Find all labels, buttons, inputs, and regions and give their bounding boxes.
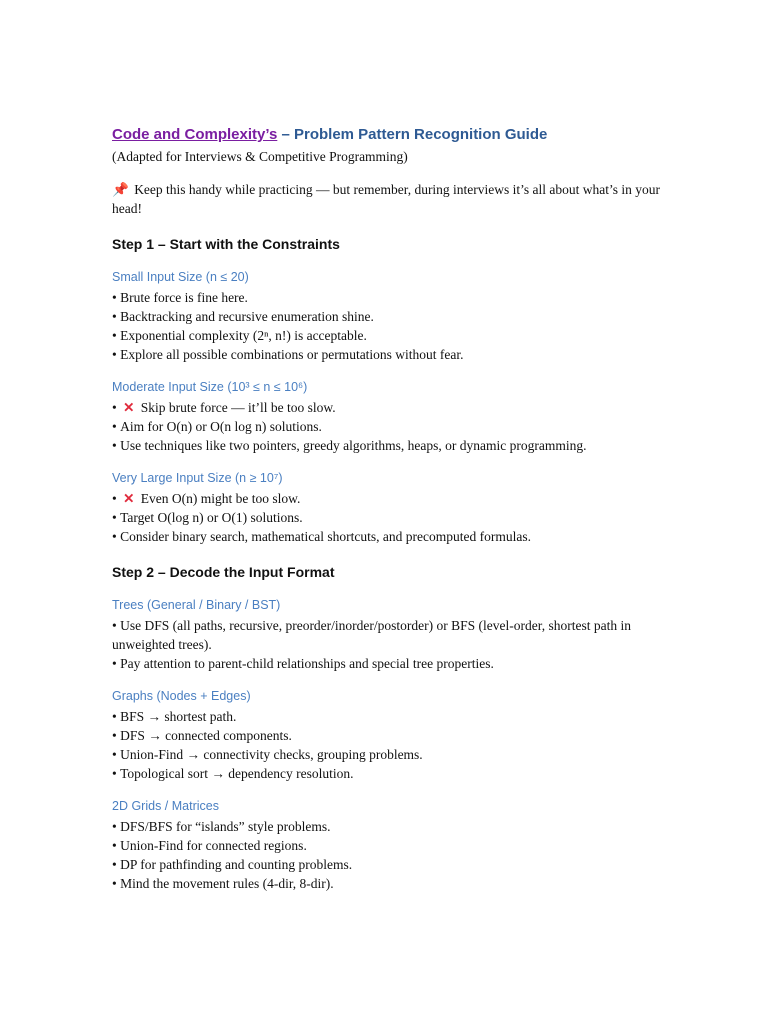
section-trees [112,596,672,673]
list-item: • Exponential complexity (2ⁿ, n!) is acceptable. [112,326,672,345]
list-item: • Explore all possible combinations or permutations without fear. [112,345,672,364]
list-item: • Union-Find → connectivity checks, grouping problems. [112,745,672,764]
list-item: • Backtracking and recursive enumeration shine. [112,307,672,326]
list-item: • Mind the movement rules (4-dir, 8-dir). [112,874,672,893]
section-heading: Small Input Size (n ≤ 20) [112,270,249,284]
list-item: • DFS → connected components. [112,726,672,745]
brand-link[interactable]: Code and Complexity’s [112,126,278,143]
list-item: • DFS/BFS for “islands” style problems. [112,817,672,836]
bullet-list [112,288,672,364]
step1-heading: Step 1 – Start with the Constraints [112,236,340,252]
list-item: • Brute force is fine here. [112,288,672,307]
doc-title [112,124,672,146]
list-item: • Topological sort → dependency resolution. [112,764,672,783]
bullet-list [112,489,672,546]
bullet-list [112,616,672,673]
section-grids [112,797,672,893]
note-text: Keep this handy while practicing — but remember, during interviews it’s all about what’s in your head! [112,182,661,216]
list-item: • DP for pathfinding and counting problems. [112,855,672,874]
bullet-list [112,398,672,455]
document-page [112,124,672,893]
list-item: • Target O(log n) or O(1) solutions. [112,508,672,527]
cross-mark-icon: ✕ [123,400,135,415]
section-large-input [112,469,672,546]
section-moderate-input [112,378,672,455]
section-heading: Graphs (Nodes + Edges) [112,689,251,703]
bullet-list [112,707,672,783]
step2-heading: Step 2 – Decode the Input Format [112,564,335,580]
bullet-list [112,817,672,893]
note-paragraph [112,180,672,218]
section-graphs [112,687,672,783]
title-text: – Problem Pattern Recognition Guide [277,126,548,143]
list-item [112,489,672,508]
list-item: • Consider binary search, mathematical shortcuts, and precomputed formulas. [112,527,672,546]
list-item-text: Skip brute force — it’ll be too slow. [140,400,336,415]
list-item: • Aim for O(n) or O(n log n) solutions. [112,417,672,436]
list-item: • Union-Find for connected regions. [112,836,672,855]
section-heading: Very Large Input Size (n ≥ 10⁷) [112,471,283,485]
section-heading: Trees (General / Binary / BST) [112,598,281,612]
list-item: • Use techniques like two pointers, greedy algorithms, heaps, or dynamic programming. [112,436,672,455]
list-item-text: Even O(n) might be too slow. [140,491,301,506]
section-heading: 2D Grids / Matrices [112,799,219,813]
list-item: • Pay attention to parent-child relationships and special tree properties. [112,654,672,673]
cross-mark-icon: ✕ [123,491,135,506]
section-heading: Moderate Input Size (10³ ≤ n ≤ 10⁶) [112,380,308,394]
section-small-input [112,268,672,364]
list-item: • BFS → shortest path. [112,707,672,726]
pushpin-icon: 📌 [112,182,129,197]
list-item [112,398,672,417]
list-item: • Use DFS (all paths, recursive, preorder/inorder/postorder) or BFS (level-order, shortest path in unweighted trees). [112,616,672,654]
doc-subtitle: (Adapted for Interviews & Competitive Programming) [112,149,408,164]
